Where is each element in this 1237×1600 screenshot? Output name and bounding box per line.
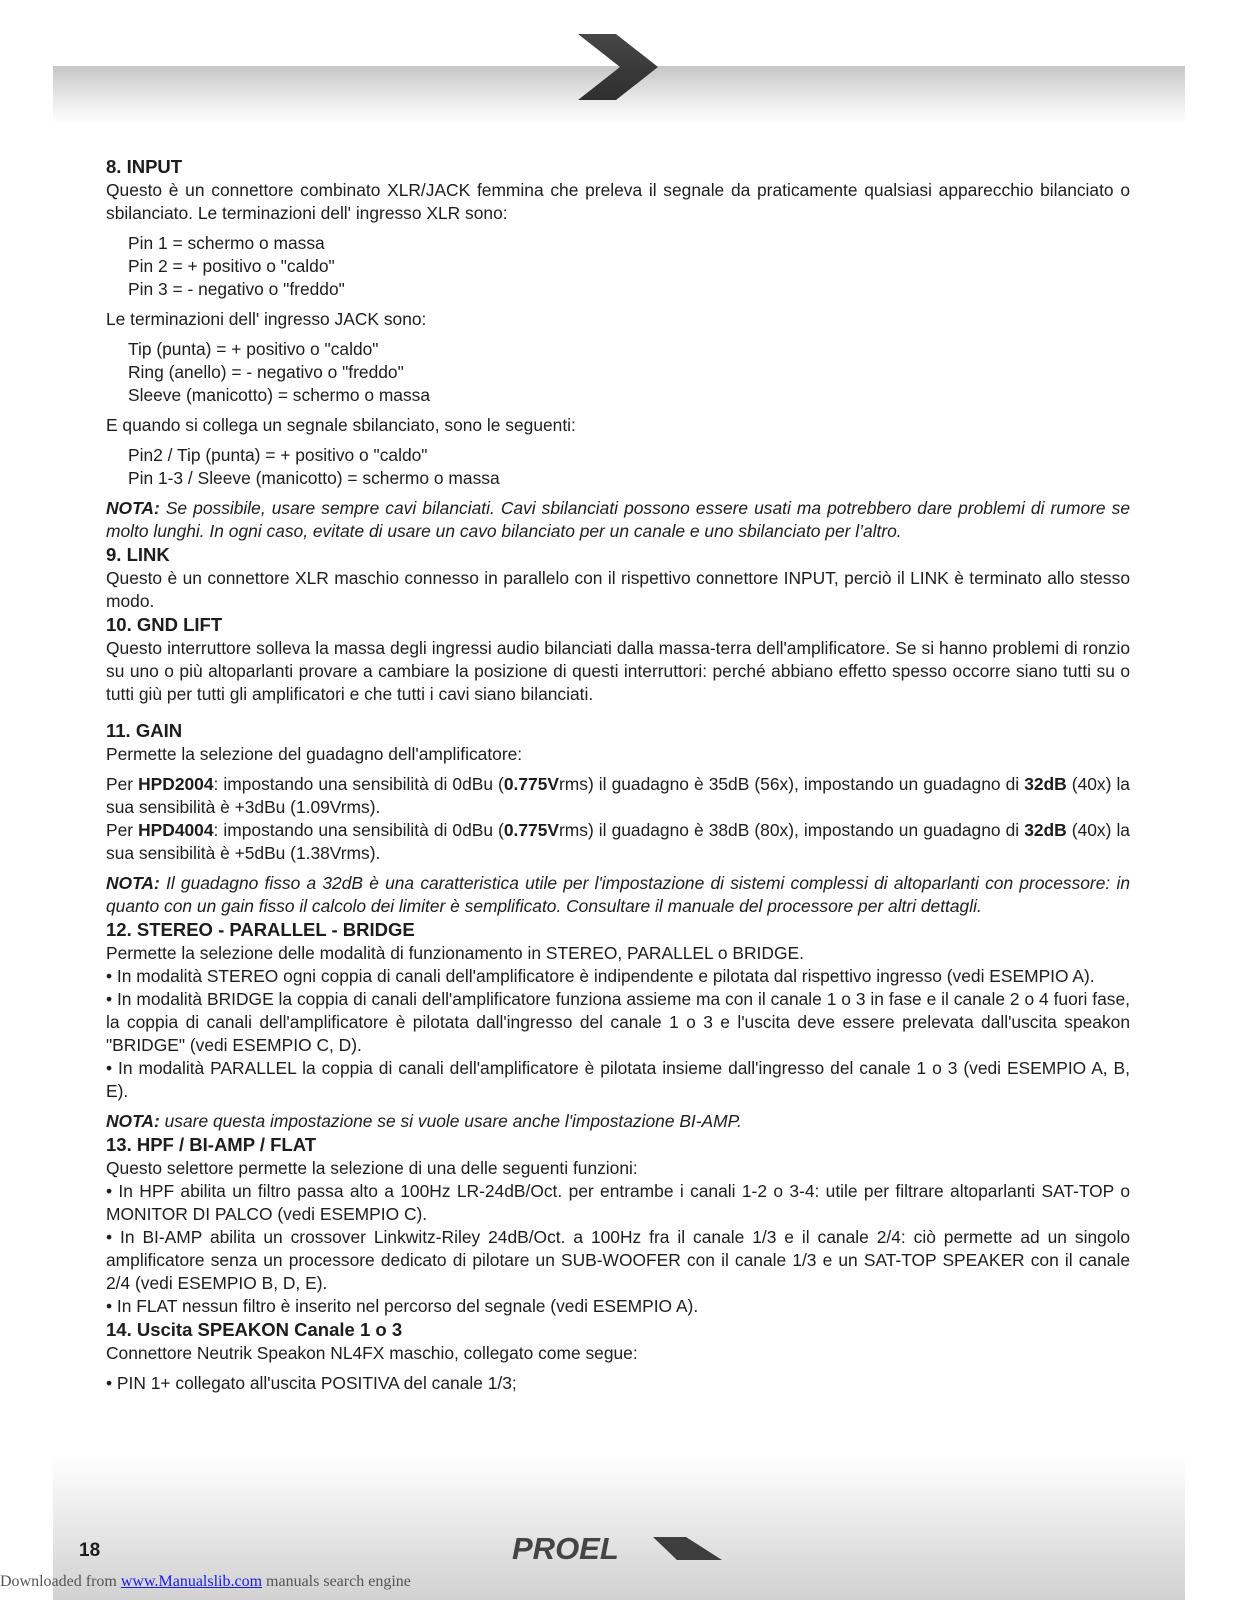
section-title-speakon: 14. Uscita SPEAKON Canale 1 o 3: [106, 1319, 403, 1340]
manual-content: [106, 155, 1130, 1395]
list-item: • In HPF abilita un filtro passa alto a 100Hz LR-24dB/Oct. per entrambe i canali 1-2 o 3-4: utile per filtrare altoparlanti SAT-TOP o MONITOR DI PALCO (vedi ESEMPIO C).: [106, 1181, 1130, 1224]
gain-text: (40x) la sua sensibilità è +5dBu (1.38Vrms).: [106, 820, 1130, 863]
section-title-gnd-lift: 10. GND LIFT: [106, 614, 223, 635]
gain-text: : impostando una sensibilità di 0dBu (: [213, 820, 504, 840]
list-item: • In modalità STEREO ogni coppia di canali dell'amplificatore è indipendente e pilotata dal rispettivo ingresso (vedi ESEMPIO A).: [106, 966, 1095, 986]
section-title-link: 9. LINK: [106, 544, 170, 565]
pin-item: Pin 3 = - negativo o "freddo": [128, 279, 345, 299]
proel-logo: [510, 1530, 725, 1566]
note-label: NOTA:: [106, 498, 160, 518]
input-note: [106, 497, 1130, 543]
xlr-pin-list: [106, 232, 1130, 301]
gain-intro: Permette la selezione del guadagno dell'amplificatore:: [106, 744, 523, 764]
hpf-intro: Questo selettore permette la selezione di una delle seguenti funzioni:: [106, 1158, 638, 1178]
list-item: • In FLAT nessun filtro è inserito nel percorso del segnale (vedi ESEMPIO A).: [106, 1296, 699, 1316]
note-text: Se possibile, usare sempre cavi bilanciati. Cavi sbilanciati possono essere usati ma potrebbero dare problemi di rumore se molto lunghi. In ogni caso, evitate di usare un cavo bilanciato per un canale e uno sbilanciato per l’altro.: [106, 498, 1130, 541]
pin-item: Pin 1 = schermo o massa: [128, 233, 325, 253]
input-intro: Questo è un connettore combinato XLR/JACK femmina che preleva il segnale da praticamente qualsiasi apparecchio bilanciato o sbilanciato. Le terminazioni dell' ingresso XLR sono:: [106, 180, 1130, 223]
page-number: 18: [79, 1540, 101, 1561]
download-footer: [0, 1573, 640, 1591]
jack-intro: Le terminazioni dell' ingresso JACK sono:: [106, 309, 427, 329]
gain-hpd4004: [106, 819, 1130, 865]
voltage-value: 0.775V: [503, 774, 559, 794]
mode-intro: Permette la selezione delle modalità di funzionamento in STEREO, PARALLEL o BRIDGE.: [106, 943, 804, 963]
list-item: • In BI-AMP abilita un crossover Linkwitz-Riley 24dB/Oct. a 100Hz fra il canale 1/3 e il canale 2/4: ciò permette ad un singolo amplificatore senza un processore dedicato di pilotare un SUB-WOOFER con il canale 1/3 e un SAT-TOP SPEAKER con il canale 2/4 (vedi ESEMPIO B, D, E).: [106, 1227, 1130, 1293]
gain-hpd2004: [106, 773, 1130, 819]
section-title-hpf: 13. HPF / BI-AMP / FLAT: [106, 1134, 317, 1155]
gain-text: rms) il guadagno è 35dB (56x), impostando un guadagno di: [558, 774, 1025, 794]
gnd-lift-text: Questo interruttore solleva la massa degli ingressi audio bilanciati dalla massa-terra dell'amplificatore. Se si hanno problemi di ronzio su uno o più altoparlanti provare a cambiare la posizione di questi interruttori: perché abbiano effetto spesso occorre siano tutti su o tutti giù per tutti gli amplificatori e che tutti i cavi siano bilanciati.: [106, 638, 1130, 704]
logo-text: PROEL: [512, 1531, 619, 1566]
section-title-input: 8. INPUT: [106, 156, 183, 177]
unbalanced-intro: E quando si collega un segnale sbilanciato, sono le seguenti:: [106, 415, 576, 435]
speakon-intro: Connettore Neutrik Speakon NL4FX maschio, collegato come segue:: [106, 1343, 638, 1363]
gain-text: : impostando una sensibilità di 0dBu (: [213, 774, 504, 794]
chevron-right-icon: [578, 34, 658, 100]
model-name: HPD4004: [138, 820, 214, 840]
gain-note: [106, 872, 1130, 918]
gain-text: rms) il guadagno è 38dB (80x), impostando un guadagno di: [558, 820, 1025, 840]
note-text: Il guadagno fisso a 32dB è una caratteristica utile per l'impostazione di sistemi complessi di altoparlanti con processore: in quanto con un gain fisso il calcolo dei limiter è semplificato. Consultare il manuale del processore per altri dettagli.: [106, 873, 1130, 916]
section-title-mode: 12. STEREO - PARALLEL - BRIDGE: [106, 919, 415, 940]
gain-value: 32dB: [1024, 820, 1067, 840]
gain-text: Per: [106, 774, 139, 794]
footer-text: manuals search engine: [262, 1573, 411, 1590]
pin-item: Sleeve (manicotto) = schermo o massa: [128, 385, 431, 405]
voltage-value: 0.775V: [503, 820, 559, 840]
mode-note: [106, 1110, 1130, 1133]
pin-item: Ring (anello) = - negativo o "freddo": [128, 362, 404, 382]
jack-pin-list: [106, 338, 1130, 407]
unbalanced-pin-list: [106, 444, 1130, 490]
link-text: Questo è un connettore XLR maschio connesso in parallelo con il rispettivo connettore INPUT, perciò il LINK è terminato allo stesso modo.: [106, 568, 1130, 611]
note-label: NOTA:: [106, 1111, 160, 1131]
section-title-gain: 11. GAIN: [106, 720, 183, 741]
list-item: • In modalità PARALLEL la coppia di canali dell'amplificatore è pilotata insieme dall'ingresso del canale 1 o 3 (vedi ESEMPIO A, B, E).: [106, 1058, 1130, 1101]
footer-text: Downloaded from: [0, 1573, 121, 1590]
gain-value: 32dB: [1024, 774, 1067, 794]
pin-item: Pin 1-3 / Sleeve (manicotto) = schermo o massa: [128, 468, 500, 488]
model-name: HPD2004: [138, 774, 214, 794]
pin-item: Tip (punta) = + positivo o "caldo": [128, 339, 379, 359]
gain-text: Per: [106, 820, 139, 840]
gain-text: (40x) la sua sensibilità è +3dBu (1.09Vrms).: [106, 774, 1130, 817]
pin-item: Pin2 / Tip (punta) = + positivo o "caldo": [128, 445, 428, 465]
note-text: usare questa impostazione se si vuole usare anche l'impostazione BI-AMP.: [159, 1111, 742, 1131]
note-label: NOTA:: [106, 873, 160, 893]
manualslib-link[interactable]: www.Manualslib.com: [120, 1573, 263, 1590]
list-item: • In modalità BRIDGE la coppia di canali dell'amplificatore funziona assieme ma con il canale 1 o 3 in fase e il canale 2 o 4 fuori fase, la coppia di canali dell'amplificatore è pilotata dall'ingresso del canale 1 o 3 e l'uscita deve essere prelevata dall'uscita speakon "BRIDGE" (vedi ESEMPIO C, D).: [106, 989, 1130, 1055]
list-item: • PIN 1+ collegato all'uscita POSITIVA del canale 1/3;: [106, 1373, 517, 1393]
pin-item: Pin 2 = + positivo o "caldo": [128, 256, 335, 276]
